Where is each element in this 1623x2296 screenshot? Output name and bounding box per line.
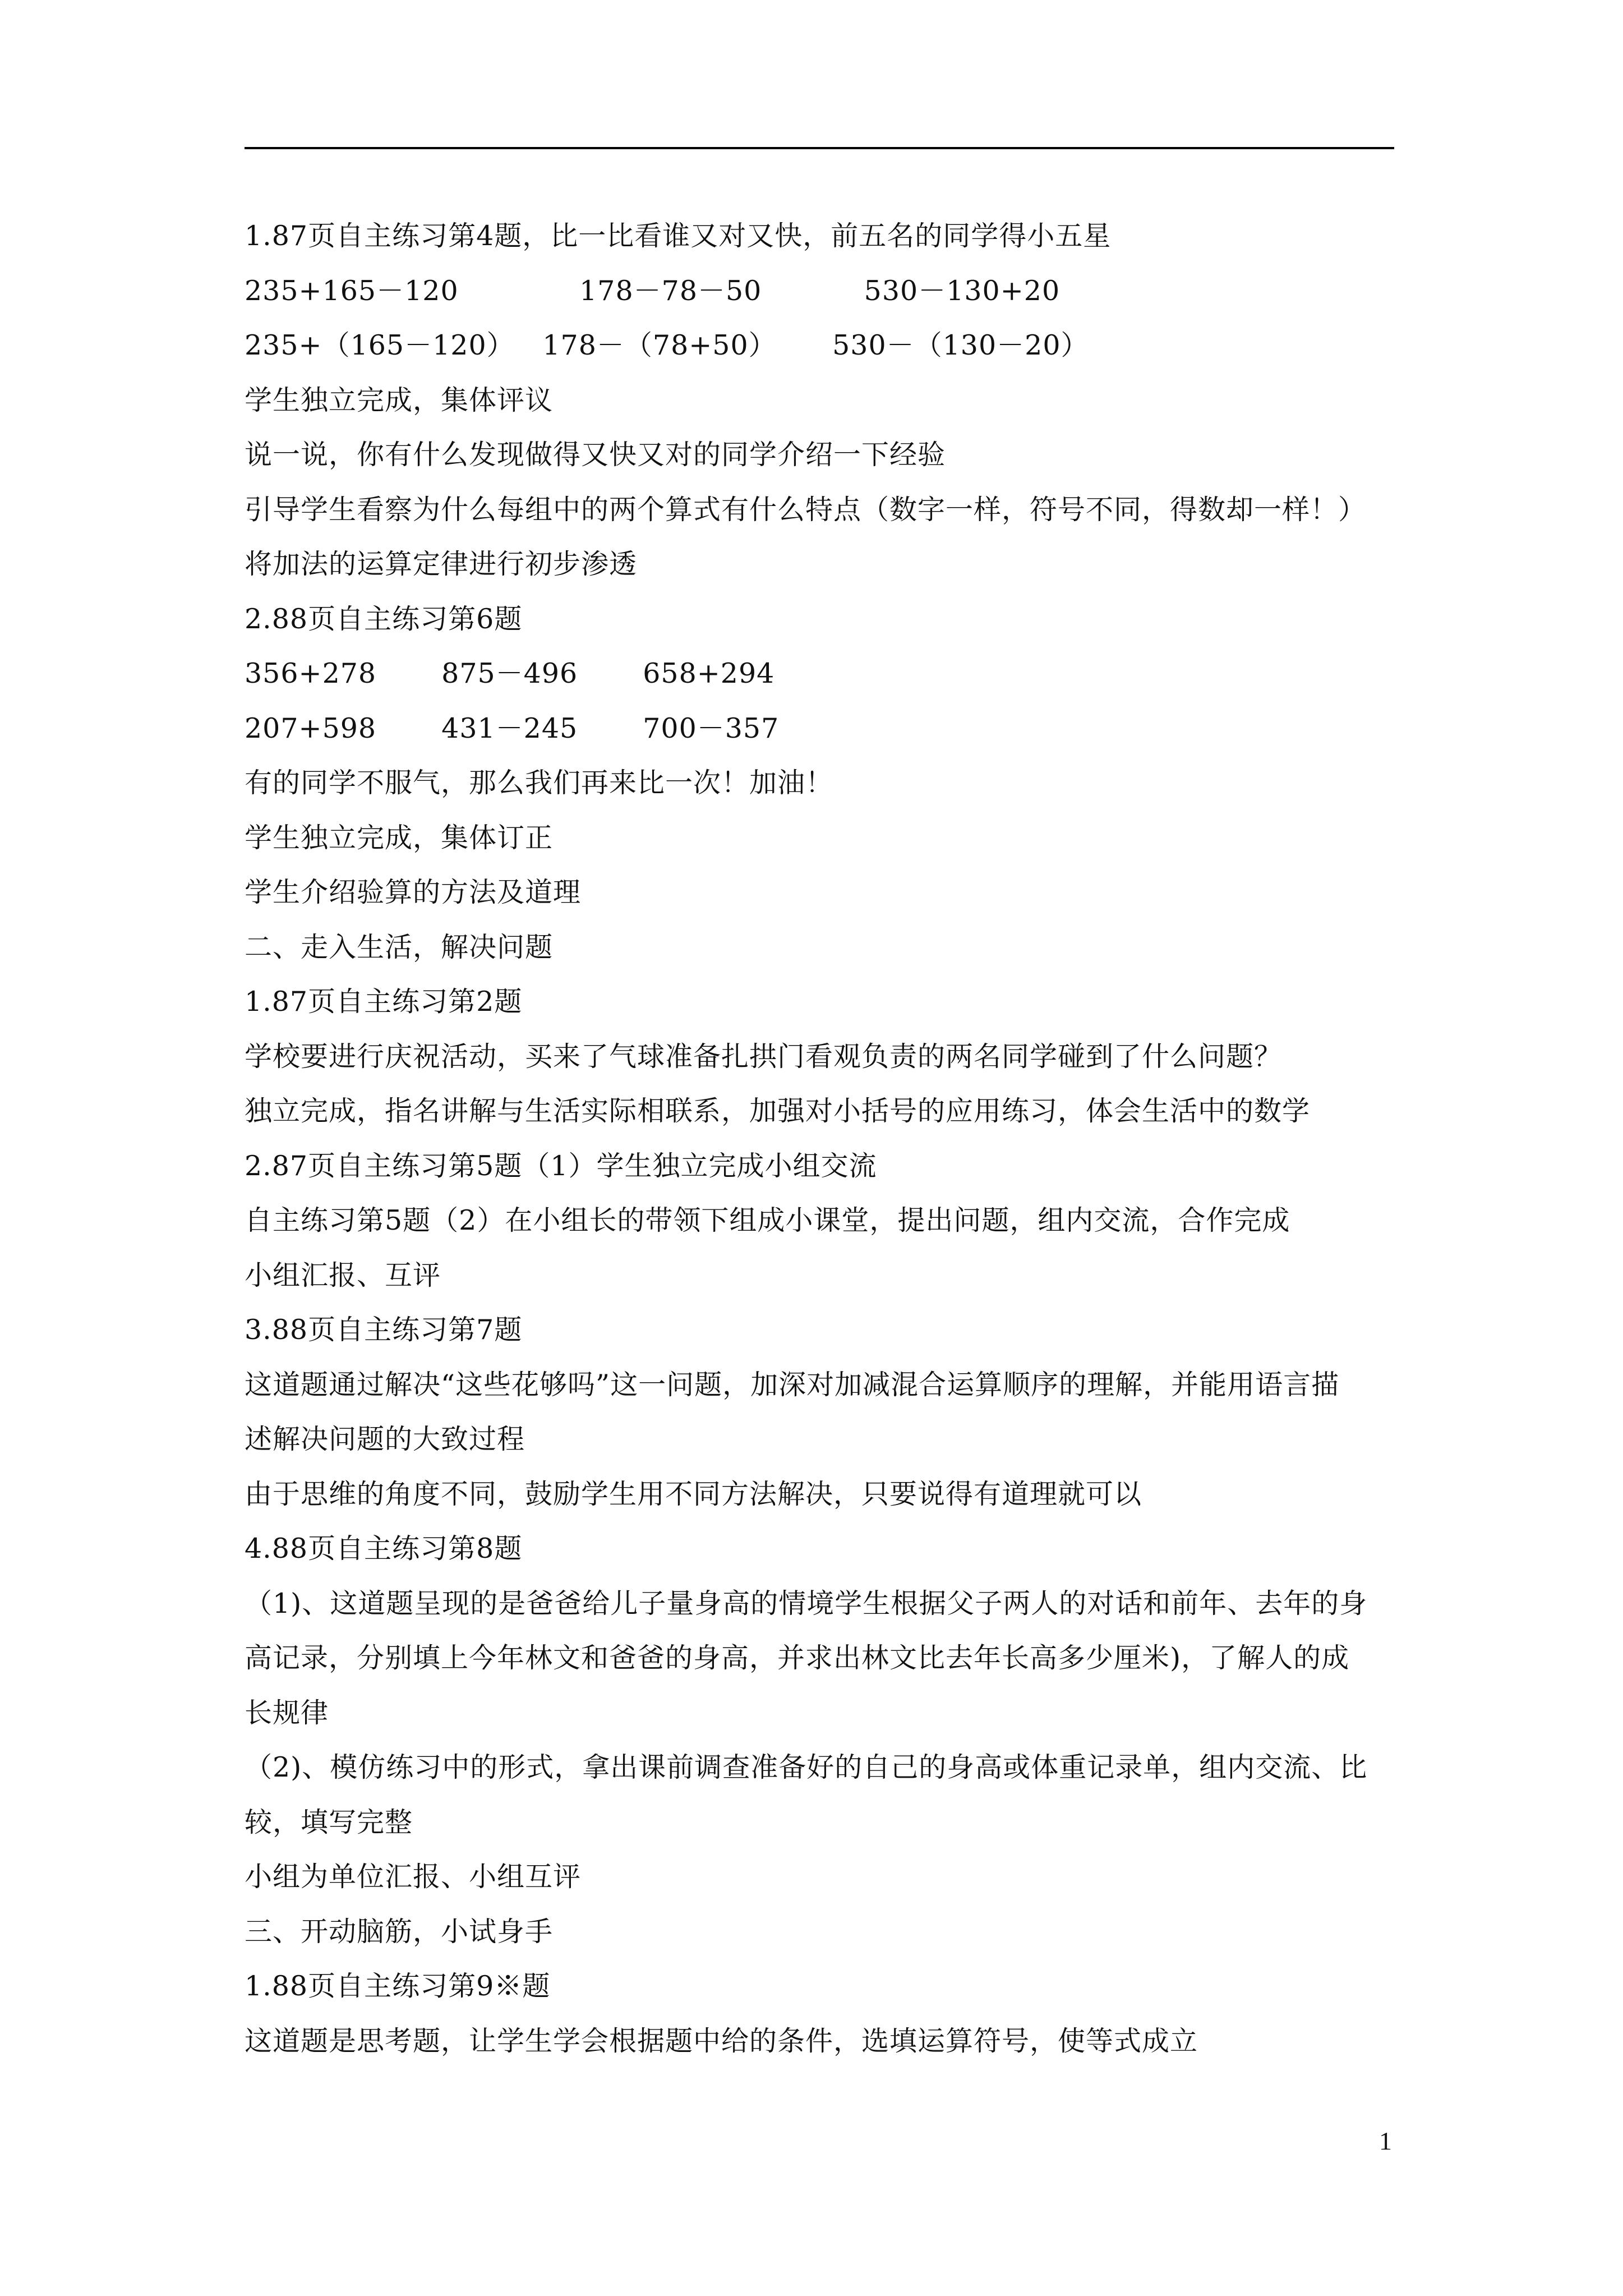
text-line: 学校要进行庆祝活动，买来了气球准备扎拱门看观负责的两名同学碰到了什么问题？	[245, 1040, 1283, 1073]
text-line: 207+598 431－245 700－357	[245, 712, 780, 744]
text-line: 1.87页自主练习第4题，比一比看谁又对又快，前五名的同学得小五星	[245, 220, 1112, 252]
text-line: 高记录，分别填上今年林文和爸爸的身高，并求出林文比去年长高多少厘米)，了解人的成	[245, 1642, 1350, 1674]
page-number: 1	[1379, 2127, 1392, 2155]
text-line: 小组为单位汇报、小组互评	[245, 1861, 582, 1893]
text-line: 引导学生看察为什么每组中的两个算式有什么特点（数字一样，符号不同，得数却一样！）	[245, 493, 1367, 526]
header-rule	[245, 147, 1394, 149]
text-line: 学生独立完成，集体订正	[245, 821, 554, 854]
text-line: 长规律	[245, 1696, 329, 1729]
text-line: 235+165－120 178－78－50 530－130+20	[245, 274, 1061, 307]
text-line: 独立完成，指名讲解与生活实际相联系，加强对小括号的应用练习，体会生活中的数学	[245, 1095, 1311, 1127]
text-line: 学生介绍验算的方法及道理	[245, 876, 582, 908]
text-line: 由于思维的角度不同，鼓励学生用不同方法解决，只要说得有道理就可以	[245, 1478, 1142, 1510]
text-line: （1)、这道题呈现的是爸爸给儿子量身高的情境学生根据父子两人的对话和前年、去年的身	[245, 1587, 1368, 1619]
text-line: 这道题通过解决“这些花够吗”这一问题，加深对加减混合运算顺序的理解，并能用语言描	[245, 1368, 1340, 1401]
text-line: 较，填写完整	[245, 1806, 413, 1838]
text-line: （2)、模仿练习中的形式，拿出课前调查准备好的自己的身高或体重记录单，组内交流、比	[245, 1751, 1368, 1783]
text-line: 2.87页自主练习第5题（1）学生独立完成小组交流	[245, 1149, 877, 1182]
text-line: 述解决问题的大致过程	[245, 1423, 525, 1455]
text-line: 2.88页自主练习第6题	[245, 602, 523, 635]
section-heading: 二、走入生活，解决问题	[245, 931, 554, 963]
text-line: 将加法的运算定律进行初步渗透	[245, 548, 638, 580]
text-line: 这道题是思考题，让学生学会根据题中给的条件，选填运算符号，使等式成立	[245, 2024, 1198, 2057]
text-line: 356+278 875－496 658+294	[245, 657, 775, 689]
text-line: 1.87页自主练习第2题	[245, 986, 523, 1018]
text-line: 235+（165－120） 178－（78+50） 530－（130－20）	[245, 329, 1089, 361]
text-line: 说一说，你有什么发现做得又快又对的同学介绍一下经验	[245, 439, 946, 471]
text-line: 自主练习第5题（2）在小组长的带领下组成小课堂，提出问题，组内交流，合作完成	[245, 1204, 1290, 1236]
text-line: 4.88页自主练习第8题	[245, 1533, 523, 1565]
text-line: 学生独立完成，集体评议	[245, 384, 554, 416]
text-line: 有的同学不服气，那么我们再来比一次！加油！	[245, 767, 834, 799]
document-body	[245, 209, 1411, 2068]
text-line: 3.88页自主练习第7题	[245, 1314, 523, 1346]
text-line: 小组汇报、互评	[245, 1259, 441, 1291]
section-heading: 三、开动脑筋，小试身手	[245, 1915, 554, 1948]
text-line: 1.88页自主练习第9※题	[245, 1970, 551, 2002]
